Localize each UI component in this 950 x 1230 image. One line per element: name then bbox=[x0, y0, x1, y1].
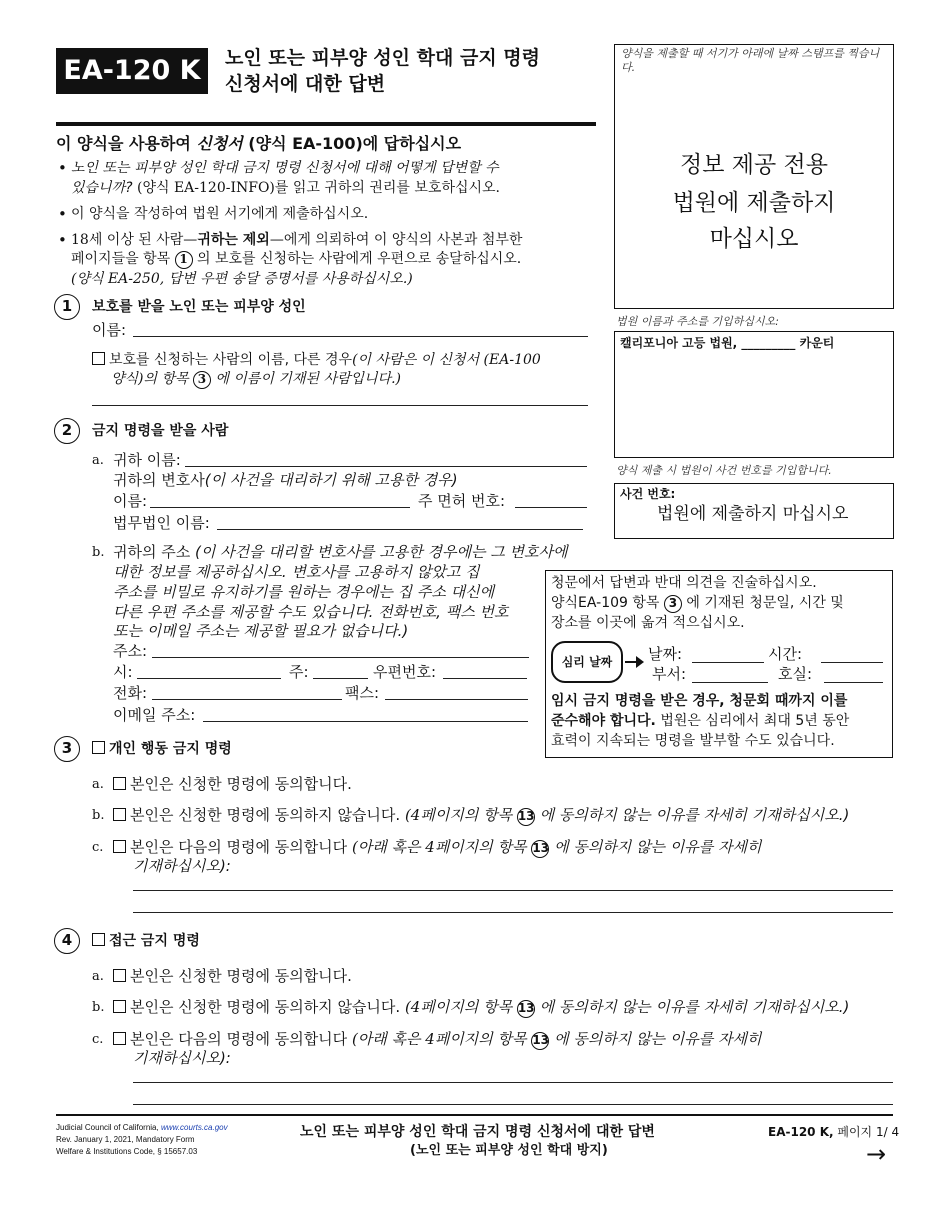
case-number-value: 법원에 제출하지 마십시오 bbox=[657, 504, 849, 524]
hearing-line1: 청문에서 답변과 반대 의견을 진술하십시오. bbox=[551, 575, 817, 591]
footer-subtitle: (노인 또는 피부양 성인 학대 방지) bbox=[410, 1143, 608, 1158]
hearing-date-pill: 심리 날짜 bbox=[551, 641, 623, 683]
zip-input[interactable] bbox=[443, 678, 527, 679]
address-intro-line3: 주소를 비밀로 유지하기를 원하는 경우에는 집 주소 대신에 bbox=[113, 583, 495, 601]
section4-c-label: c. bbox=[92, 1032, 104, 1047]
section2-b-label: b. bbox=[92, 545, 105, 560]
hearing-line3: 장소를 이곳에 옮겨 적으십시오. bbox=[551, 615, 745, 631]
your-name-label: 귀하 이름: bbox=[113, 451, 181, 469]
hearing-date-label: 날짜: bbox=[648, 645, 683, 663]
bar-number-input[interactable] bbox=[515, 507, 587, 508]
intro-heading: 이 양식을 사용하여 신청서 (양식 EA-100)에 답하십시오 bbox=[56, 134, 462, 153]
your-name-input[interactable] bbox=[185, 466, 587, 467]
email-input[interactable] bbox=[203, 721, 528, 722]
case-number-label: 사건 번호: bbox=[620, 487, 676, 501]
lawyer-name-input[interactable] bbox=[150, 507, 410, 508]
info-only-line2: 법원에 제출하지 bbox=[672, 190, 836, 216]
footer-code: Welfare & Institutions Code, § 15657.03 bbox=[56, 1147, 198, 1156]
section4-a-option: 본인은 신청한 명령에 동의합니다. bbox=[113, 966, 352, 986]
fax-label: 팩스: bbox=[345, 684, 380, 702]
state-input[interactable] bbox=[313, 678, 368, 679]
section3-a-option: 본인은 신청한 명령에 동의합니다. bbox=[113, 774, 352, 794]
section2-number: 2 bbox=[54, 418, 80, 444]
court-name-box[interactable] bbox=[614, 331, 894, 458]
bullet-dot: • bbox=[58, 159, 67, 177]
section4-b-label: b. bbox=[92, 1000, 105, 1015]
firm-name-input[interactable] bbox=[217, 529, 583, 530]
stamp-instruction: 양식을 제출할 때 서기가 아래에 날짜 스탬프를 찍습니다. bbox=[621, 47, 880, 74]
header-rule bbox=[56, 122, 596, 126]
phone-label: 전화: bbox=[113, 684, 148, 702]
section3-number: 3 bbox=[54, 736, 80, 762]
hearing-notice-line3: 효력이 지속되는 명령을 발부할 수도 있습니다. bbox=[551, 733, 835, 749]
address-intro-line2: 대한 정보를 제공하십시오. 변호사를 고용하지 않았고 집 bbox=[113, 563, 480, 581]
state-label: 주: bbox=[289, 663, 309, 681]
item-ref-circle: 13 bbox=[517, 1000, 535, 1018]
item-ref-circle: 13 bbox=[517, 808, 535, 826]
hearing-room-input[interactable] bbox=[824, 682, 883, 683]
case-number-box[interactable] bbox=[614, 483, 894, 539]
section4-title: 접근 금지 명령 bbox=[92, 931, 200, 951]
city-input[interactable] bbox=[137, 678, 281, 679]
hearing-info-box bbox=[545, 570, 893, 758]
section3-order-line2[interactable] bbox=[133, 912, 893, 913]
form-id-badge: EA-120 K bbox=[56, 48, 208, 94]
hearing-date-input[interactable] bbox=[692, 662, 764, 663]
section4-order-line2[interactable] bbox=[133, 1104, 893, 1105]
intro-bullet3-line2: 페이지들을 항목 1 의 보호를 신청하는 사람에게 우편으로 송달하십시오. bbox=[71, 251, 522, 267]
section4-partial-checkbox[interactable] bbox=[113, 1032, 126, 1045]
bar-number-label: 주 면허 번호: bbox=[418, 492, 506, 510]
section3-agree-checkbox[interactable] bbox=[113, 777, 126, 790]
section3-disagree-checkbox[interactable] bbox=[113, 808, 126, 821]
protected-name-input[interactable] bbox=[133, 336, 588, 337]
footer-rule bbox=[56, 1114, 893, 1116]
section3-b-label: b. bbox=[92, 808, 105, 823]
court-name-label: 캘리포니아 고등 법원, _________ 카운티 bbox=[620, 336, 835, 350]
address-intro-line5: 또는 이메일 주소는 제공할 필요가 없습니다.) bbox=[113, 622, 409, 640]
section1-checkbox-line1: 보호를 신청하는 사람의 이름, 다른 경우(이 사람은 이 신청서 (EA-100 bbox=[92, 350, 541, 370]
hearing-dept-input[interactable] bbox=[692, 682, 768, 683]
hearing-room-label: 호실: bbox=[778, 665, 813, 683]
city-label: 시: bbox=[113, 663, 133, 681]
form-title-line2: 신청서에 대한 답변 bbox=[225, 73, 386, 95]
bullet-dot: • bbox=[58, 231, 67, 249]
footer-council: Judicial Council of California, www.courts.ca.gov bbox=[56, 1123, 228, 1132]
item-ref-circle: 13 bbox=[531, 1032, 549, 1050]
info-only-line3: 마십시오 bbox=[709, 226, 799, 252]
zip-label: 우편번호: bbox=[373, 663, 437, 681]
next-page-arrow-icon[interactable]: → bbox=[866, 1140, 887, 1168]
address-intro-line1: 귀하의 주소 (이 사건을 대리할 변호사를 고용한 경우에는 그 변호사에 bbox=[113, 543, 568, 561]
section3-title: 개인 행동 금지 명령 bbox=[92, 739, 232, 759]
personal-conduct-checkbox[interactable] bbox=[92, 741, 105, 754]
footer-page: EA-120 K, 페이지 1/ 4 bbox=[768, 1125, 900, 1139]
hearing-line2: 양식EA-109 항목 3 에 기재된 청문일, 시간 및 bbox=[551, 595, 844, 611]
bullet-dot: • bbox=[58, 205, 67, 223]
court-instruction: 법원 이름과 주소를 기입하십시오: bbox=[616, 315, 779, 328]
footer-rev: Rev. January 1, 2021, Mandatory Form bbox=[56, 1135, 195, 1144]
section3-c-label: c. bbox=[92, 840, 104, 855]
section1-checkbox-line2: 양식)의 항목 3 에 이름이 기재된 사람입니다.) bbox=[111, 371, 401, 387]
email-label: 이메일 주소: bbox=[113, 706, 196, 724]
address-intro-line4: 다른 우편 주소를 제공할 수도 있습니다. 전화번호, 팩스 번호 bbox=[113, 603, 509, 621]
hearing-time-input[interactable] bbox=[821, 662, 883, 663]
section3-partial-checkbox[interactable] bbox=[113, 840, 126, 853]
firm-name-label: 법무법인 이름: bbox=[113, 514, 210, 532]
hearing-notice-line2: 준수해야 합니다. 법원은 심리에서 최대 5년 동안 bbox=[551, 713, 850, 729]
item-ref-circle: 3 bbox=[193, 371, 211, 389]
hearing-dept-label: 부서: bbox=[652, 665, 687, 683]
stay-away-checkbox[interactable] bbox=[92, 933, 105, 946]
footer-title: 노인 또는 피부양 성인 학대 금지 명령 신청서에 대한 답변 bbox=[300, 1124, 655, 1140]
hearing-notice-line1: 임시 금지 명령을 받은 경우, 청문회 때까지 이를 bbox=[551, 693, 848, 709]
item-ref-circle: 1 bbox=[175, 251, 193, 269]
section3-c-option: 본인은 다음의 명령에 동의합니다 (아래 혹은 4페이지의 항목 13 에 동의하지 않는 이유를 자세히 bbox=[113, 837, 762, 858]
section4-agree-checkbox[interactable] bbox=[113, 969, 126, 982]
section2-a-label: a. bbox=[92, 453, 104, 468]
section3-c-line2: 기재하십시오): bbox=[133, 857, 231, 875]
intro-bullet3-line3: (양식 EA-250, 답변 우편 송달 증명서를 사용하십시오.) bbox=[71, 271, 413, 287]
section4-c-option: 본인은 다음의 명령에 동의합니다 (아래 혹은 4페이지의 항목 13 에 동의하지 않는 이유를 자세히 bbox=[113, 1029, 762, 1050]
section4-number: 4 bbox=[54, 928, 80, 954]
section4-b-option: 본인은 신청한 명령에 동의하지 않습니다. (4페이지의 항목 13 에 동의하지 않는 이유를 자세히 기재하십시오.) bbox=[113, 997, 849, 1018]
fax-input[interactable] bbox=[385, 699, 528, 700]
section4-disagree-checkbox[interactable] bbox=[113, 1000, 126, 1013]
case-instruction: 양식 제출 시 법원이 사건 번호를 기입합니다. bbox=[616, 464, 832, 477]
intro-bullet2: 이 양식을 작성하여 법원 서기에게 제출하십시오. bbox=[71, 206, 369, 222]
section1-name-label: 이름: bbox=[92, 321, 127, 339]
item-ref-circle: 13 bbox=[531, 840, 549, 858]
petitioner-name-input[interactable] bbox=[92, 405, 588, 406]
intro-bullet1-line2: 있습니까? (양식 EA-120-INFO)를 읽고 귀하의 권리를 보호하십시오. bbox=[71, 180, 500, 196]
section4-a-label: a. bbox=[92, 969, 104, 984]
section4-order-line1[interactable] bbox=[133, 1082, 893, 1083]
item-ref-circle: 3 bbox=[664, 595, 682, 613]
section4-c-line2: 기재하십시오): bbox=[133, 1049, 231, 1067]
section3-a-label: a. bbox=[92, 777, 104, 792]
different-name-checkbox[interactable] bbox=[92, 352, 105, 365]
pill-arrow-head bbox=[636, 656, 644, 668]
intro-bullet3-line1: 18세 이상 된 사람—귀하는 제외—에게 의뢰하여 이 양식의 사본과 첨부한 bbox=[71, 232, 523, 248]
lawyer-label: 귀하의 변호사(이 사건을 대리하기 위해 고용한 경우) bbox=[113, 471, 458, 489]
phone-input[interactable] bbox=[152, 699, 342, 700]
section2-title: 금지 명령을 받을 사람 bbox=[92, 423, 229, 439]
info-only-line1: 정보 제공 전용 bbox=[680, 152, 828, 178]
courts-link[interactable]: www.courts.ca.gov bbox=[160, 1123, 228, 1132]
address-label: 주소: bbox=[113, 642, 148, 660]
section1-title: 보호를 받을 노인 또는 피부양 성인 bbox=[92, 299, 306, 315]
section1-number: 1 bbox=[54, 294, 80, 320]
hearing-time-label: 시간: bbox=[768, 645, 803, 663]
form-title-line1: 노인 또는 피부양 성인 학대 금지 명령 bbox=[225, 47, 540, 69]
section3-b-option: 본인은 신청한 명령에 동의하지 않습니다. (4페이지의 항목 13 에 동의하지 않는 이유를 자세히 기재하십시오.) bbox=[113, 805, 849, 826]
address-input[interactable] bbox=[152, 657, 529, 658]
intro-bullet1-line1: 노인 또는 피부양 성인 학대 금지 명령 신청서에 대해 어떻게 답변할 수 bbox=[71, 160, 499, 176]
section3-order-line1[interactable] bbox=[133, 890, 893, 891]
lawyer-name-label: 이름: bbox=[113, 492, 148, 510]
clerk-stamp-box bbox=[614, 44, 894, 309]
